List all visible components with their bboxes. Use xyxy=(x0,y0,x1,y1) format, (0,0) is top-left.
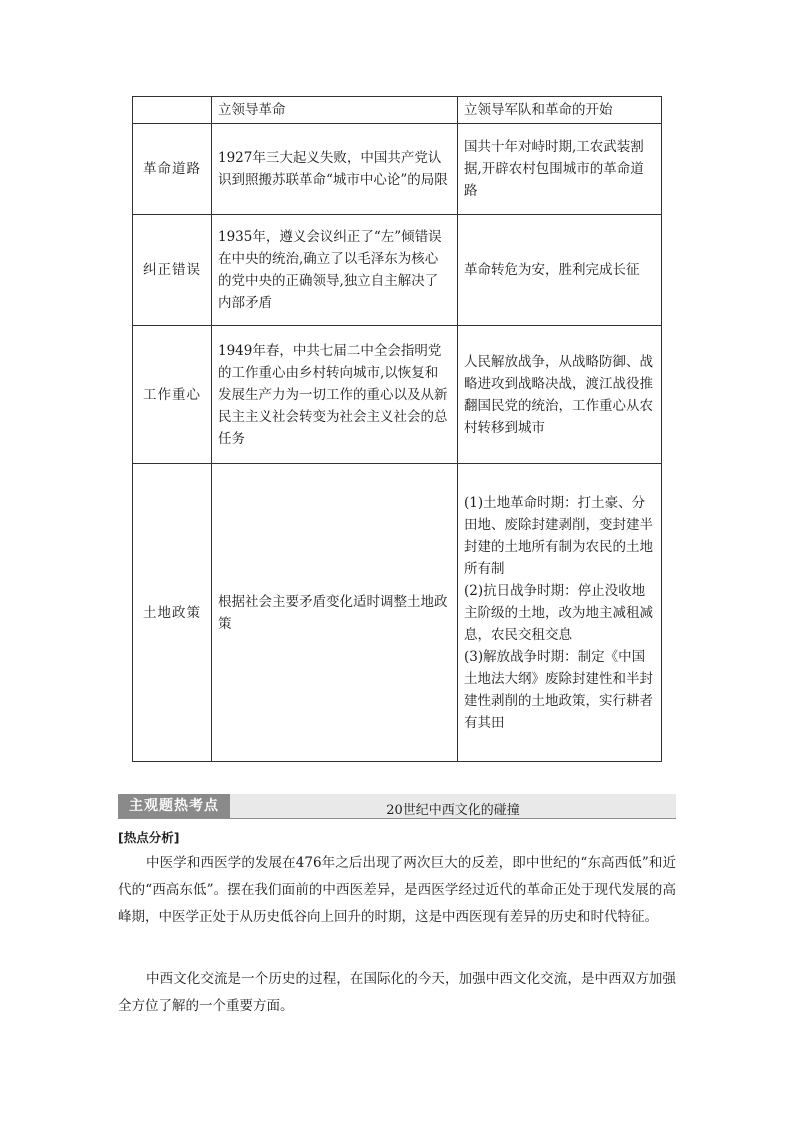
comparison-table xyxy=(132,96,662,762)
header-cell-empty xyxy=(133,97,212,124)
row-label: 土地政策 xyxy=(133,464,212,762)
table-cell: 1927年三大起义失败，中国共产党认识到照搬苏联革命“城市中心论”的局限 xyxy=(212,124,458,215)
table-cell: 1949年春，中共七届二中全会指明党的工作重心由乡村转向城市,以恢复和发展生产力为一切工作的重心以及从新民主主义社会转变为社会主义社会的总任务 xyxy=(212,326,458,464)
header-cell-col3: 立领导军队和革命的开始 xyxy=(458,97,662,124)
sub-heading: [热点分析] xyxy=(118,830,180,845)
table-cell-list xyxy=(458,464,662,762)
row-label: 纠正错误 xyxy=(133,215,212,326)
table-cell: 革命转危为安，胜利完成长征 xyxy=(458,215,662,326)
table-header-row xyxy=(133,97,662,124)
table-row xyxy=(133,124,662,215)
table-row xyxy=(133,326,662,464)
section-title: 20世纪中西文化的碰撞 xyxy=(386,803,520,818)
row-label: 革命道路 xyxy=(133,124,212,215)
paragraph: 中西文化交流是一个历史的过程，在国际化的今天，加强中西文化交流，是中西双方加强全方位了解的一个重要方面。 xyxy=(118,971,676,1014)
table-row xyxy=(133,464,662,762)
list-item: (3)解放战争时期：制定《中国土地法大纲》废除封建性和半封建性剥削的土地政策，实行耕者有其田 xyxy=(464,648,653,731)
table-row xyxy=(133,215,662,326)
table-cell: 人民解放战争，从战略防御、战略进攻到战略决战，渡江战役推翻国民党的统治，工作重心从农村转移到城市 xyxy=(458,326,662,464)
list-item: (1)土地革命时期：打土豪、分田地、废除封建剥削，变封建半封建的土地所有制为农民的土地所有制 xyxy=(464,494,653,577)
table-cell: 国共十年对峙时期,工农武装割据,开辟农村包围城市的革命道路 xyxy=(458,124,662,215)
table-cell: 1935年，遵义会议纠正了“左”倾错误在中央的统治,确立了以毛泽东为核心的党中央的正确领导,独立自主解决了内部矛盾 xyxy=(212,215,458,326)
table-cell: 根据社会主要矛盾变化适时调整土地政策 xyxy=(212,464,458,762)
paragraph: 中医学和西医学的发展在476年之后出现了两次巨大的反差，即中世纪的“东高西低”和近代的“西高东低”。摆在我们面前的中西医差异，是西医学经过近代的革命正处于现代发展的高峰期，中医学正处于从历史低谷向上回升的时期，这是中西医现有差异的历史和时代特征。 xyxy=(118,855,676,925)
section-tag: 主观题热考点 xyxy=(118,794,230,818)
list-item: (2)抗日战争时期：停止没收地主阶级的土地，改为地主减租减息，农民交租交息 xyxy=(464,582,653,643)
header-cell-col2: 立领导革命 xyxy=(212,97,458,124)
row-label: 工作重心 xyxy=(133,326,212,464)
